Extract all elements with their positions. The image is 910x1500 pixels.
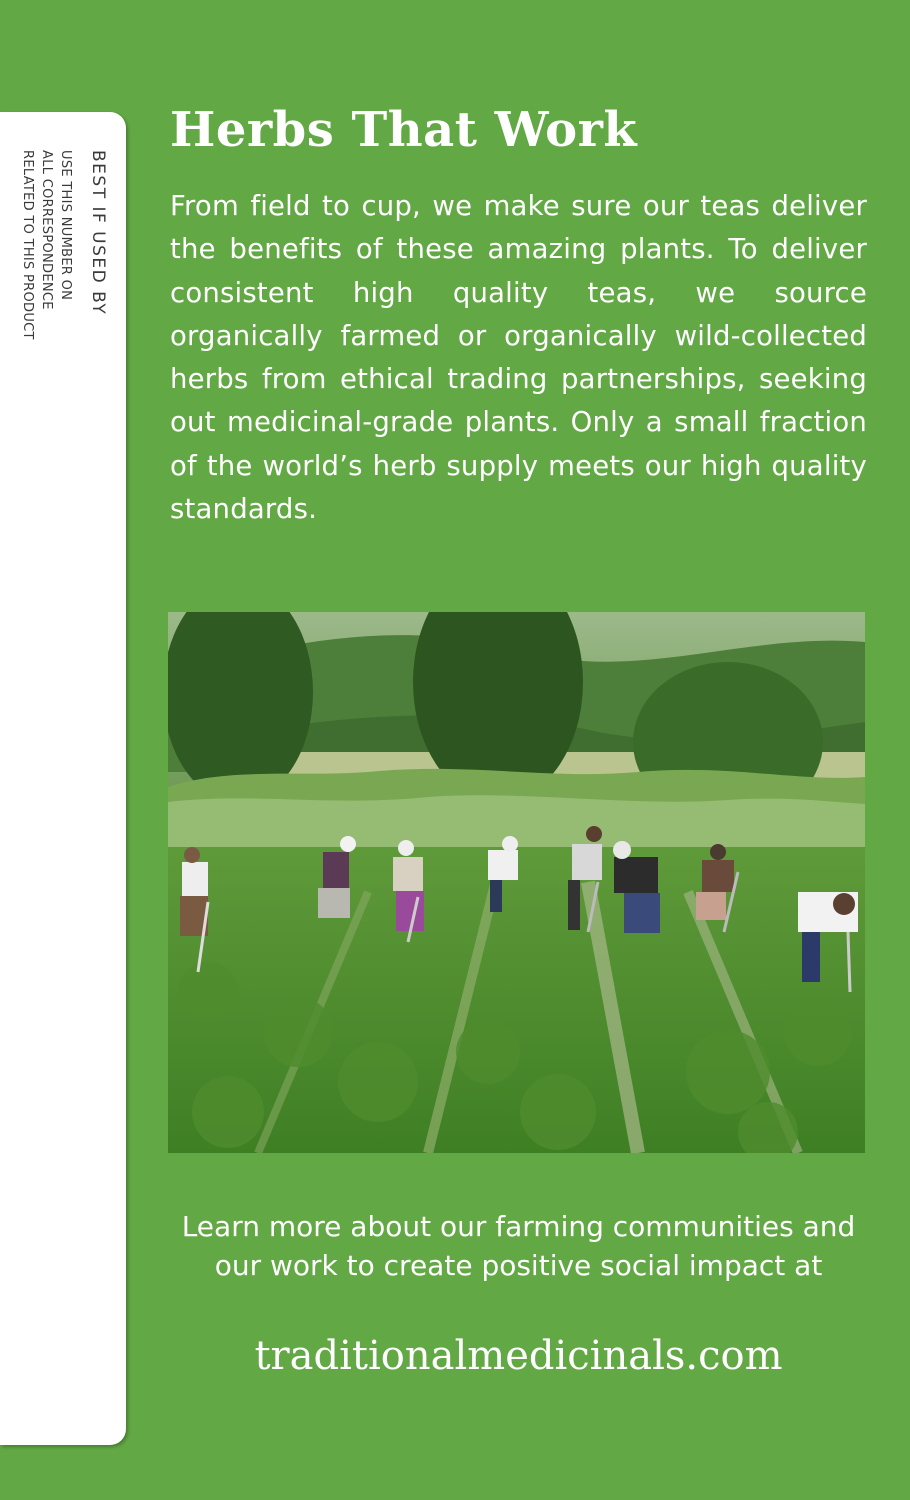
website-link[interactable]: traditionalmedicinals.com [254,1333,783,1379]
farm-workers-photo [168,612,865,1153]
lot-note-line-3: RELATED TO THIS PRODUCT [20,150,35,340]
best-if-used-by-label: BEST IF USED BY [88,150,108,316]
learn-more-text: Learn more about our farming communities and our work to create positive social impact at [181,1210,856,1282]
page-title: Herbs That Work [170,102,638,158]
intro-paragraph: From field to cup, we make sure our teas deliver the benefits of these amazing plants. To deliver consistent high quality teas, we source organically farmed or organically wild-collected herbs from ethical trading partnerships, seeking out medicinal-grade plants. Only a small fraction of the world’s herb supply meets our high quality standards. [170,190,867,526]
lot-note-line-2: ALL CORRESPONDENCE [39,150,54,310]
lot-note-line-1: USE THIS NUMBER ON [58,150,73,301]
